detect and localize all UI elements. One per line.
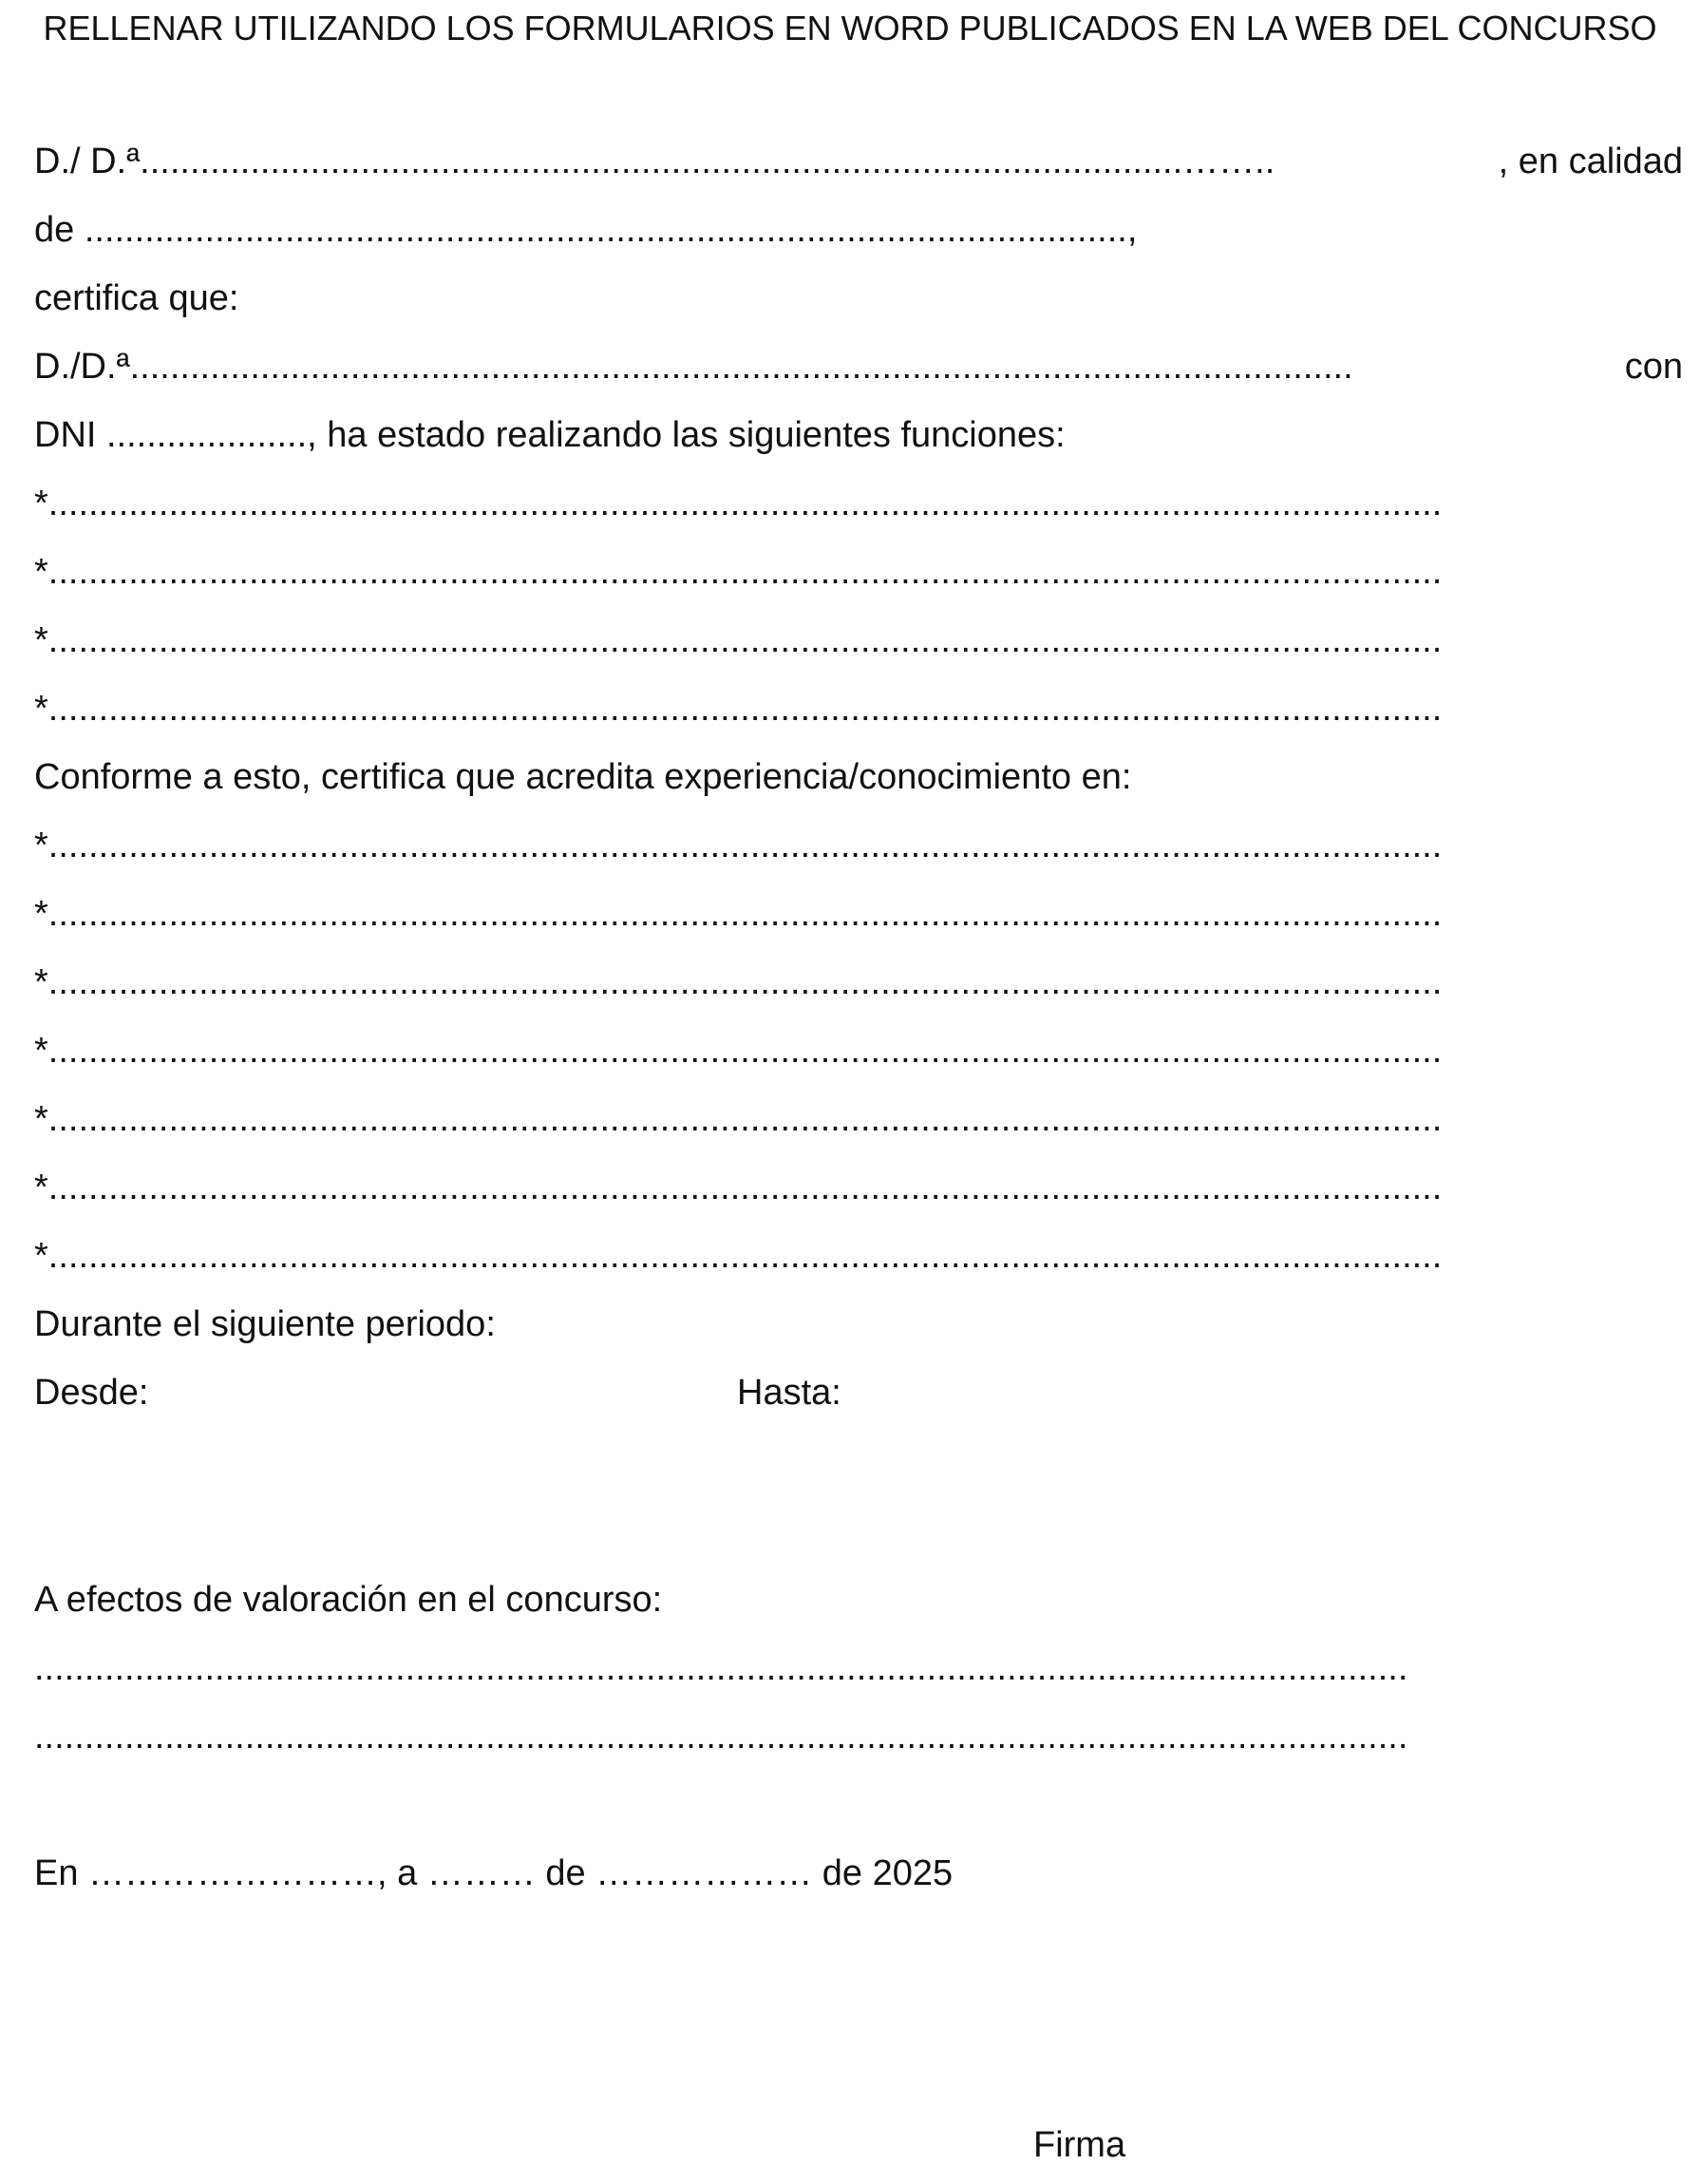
function-field-3[interactable]: *........................................................................................................................................... [34,620,1443,660]
header-instruction: RELLENAR UTILIZANDO LOS FORMULARIOS EN WORD PUBLICADOS EN LA WEB DEL CONCURSO [43,9,1657,47]
valuation-intro: A efectos de valoración en el concurso: [34,1580,663,1620]
experience-field-2[interactable]: *........................................................................................................................................... [34,894,1443,934]
certifier-name-field[interactable]: D./ D.ª........................................................................................................…….. [34,142,1275,181]
name-quality-line [34,141,1683,184]
function-field-4[interactable]: *........................................................................................................................................... [34,689,1443,729]
con-label: con [1624,347,1683,387]
certifica-label: certifica que: [34,278,239,318]
signature-label: Firma [1033,2125,1126,2165]
place-date-line[interactable]: En ……………………, a ……… de ……………… de 2025 [34,1853,954,1893]
experience-field-3[interactable]: *........................................................................................................................................... [34,962,1443,1002]
experience-field-4[interactable]: *........................................................................................................................................... [34,1031,1443,1071]
period-intro: Durante el siguiente periodo: [34,1304,496,1344]
experience-field-7[interactable]: *........................................................................................................................................... [34,1236,1443,1276]
dni-functions-line[interactable]: DNI ...................., ha estado realizando las siguientes funciones: [34,415,1066,455]
employee-name-field[interactable]: D./D.ª.......................................................................................................................... [34,347,1353,387]
experience-field-5[interactable]: *........................................................................................................................................... [34,1099,1443,1139]
page-header [0,8,1700,48]
function-field-2[interactable]: *........................................................................................................................................... [34,552,1443,592]
desde-label: Desde: [34,1373,149,1413]
experience-field-6[interactable]: *........................................................................................................................................... [34,1168,1443,1207]
function-field-1[interactable]: *........................................................................................................................................... [34,484,1443,523]
experience-field-1[interactable]: *........................................................................................................................................... [34,826,1443,865]
role-field[interactable]: de ........................................................................................................, [34,210,1138,250]
hasta-label: Hasta: [737,1373,841,1413]
valuation-field-2[interactable]: ......................................................................................................................................... [34,1717,1408,1757]
valuation-field-1[interactable]: ......................................................................................................................................... [34,1648,1408,1688]
employee-name-line [34,346,1683,389]
en-calidad-label: , en calidad [1498,142,1683,181]
experience-intro: Conforme a esto, certifica que acredita experiencia/conocimiento en: [34,757,1132,797]
